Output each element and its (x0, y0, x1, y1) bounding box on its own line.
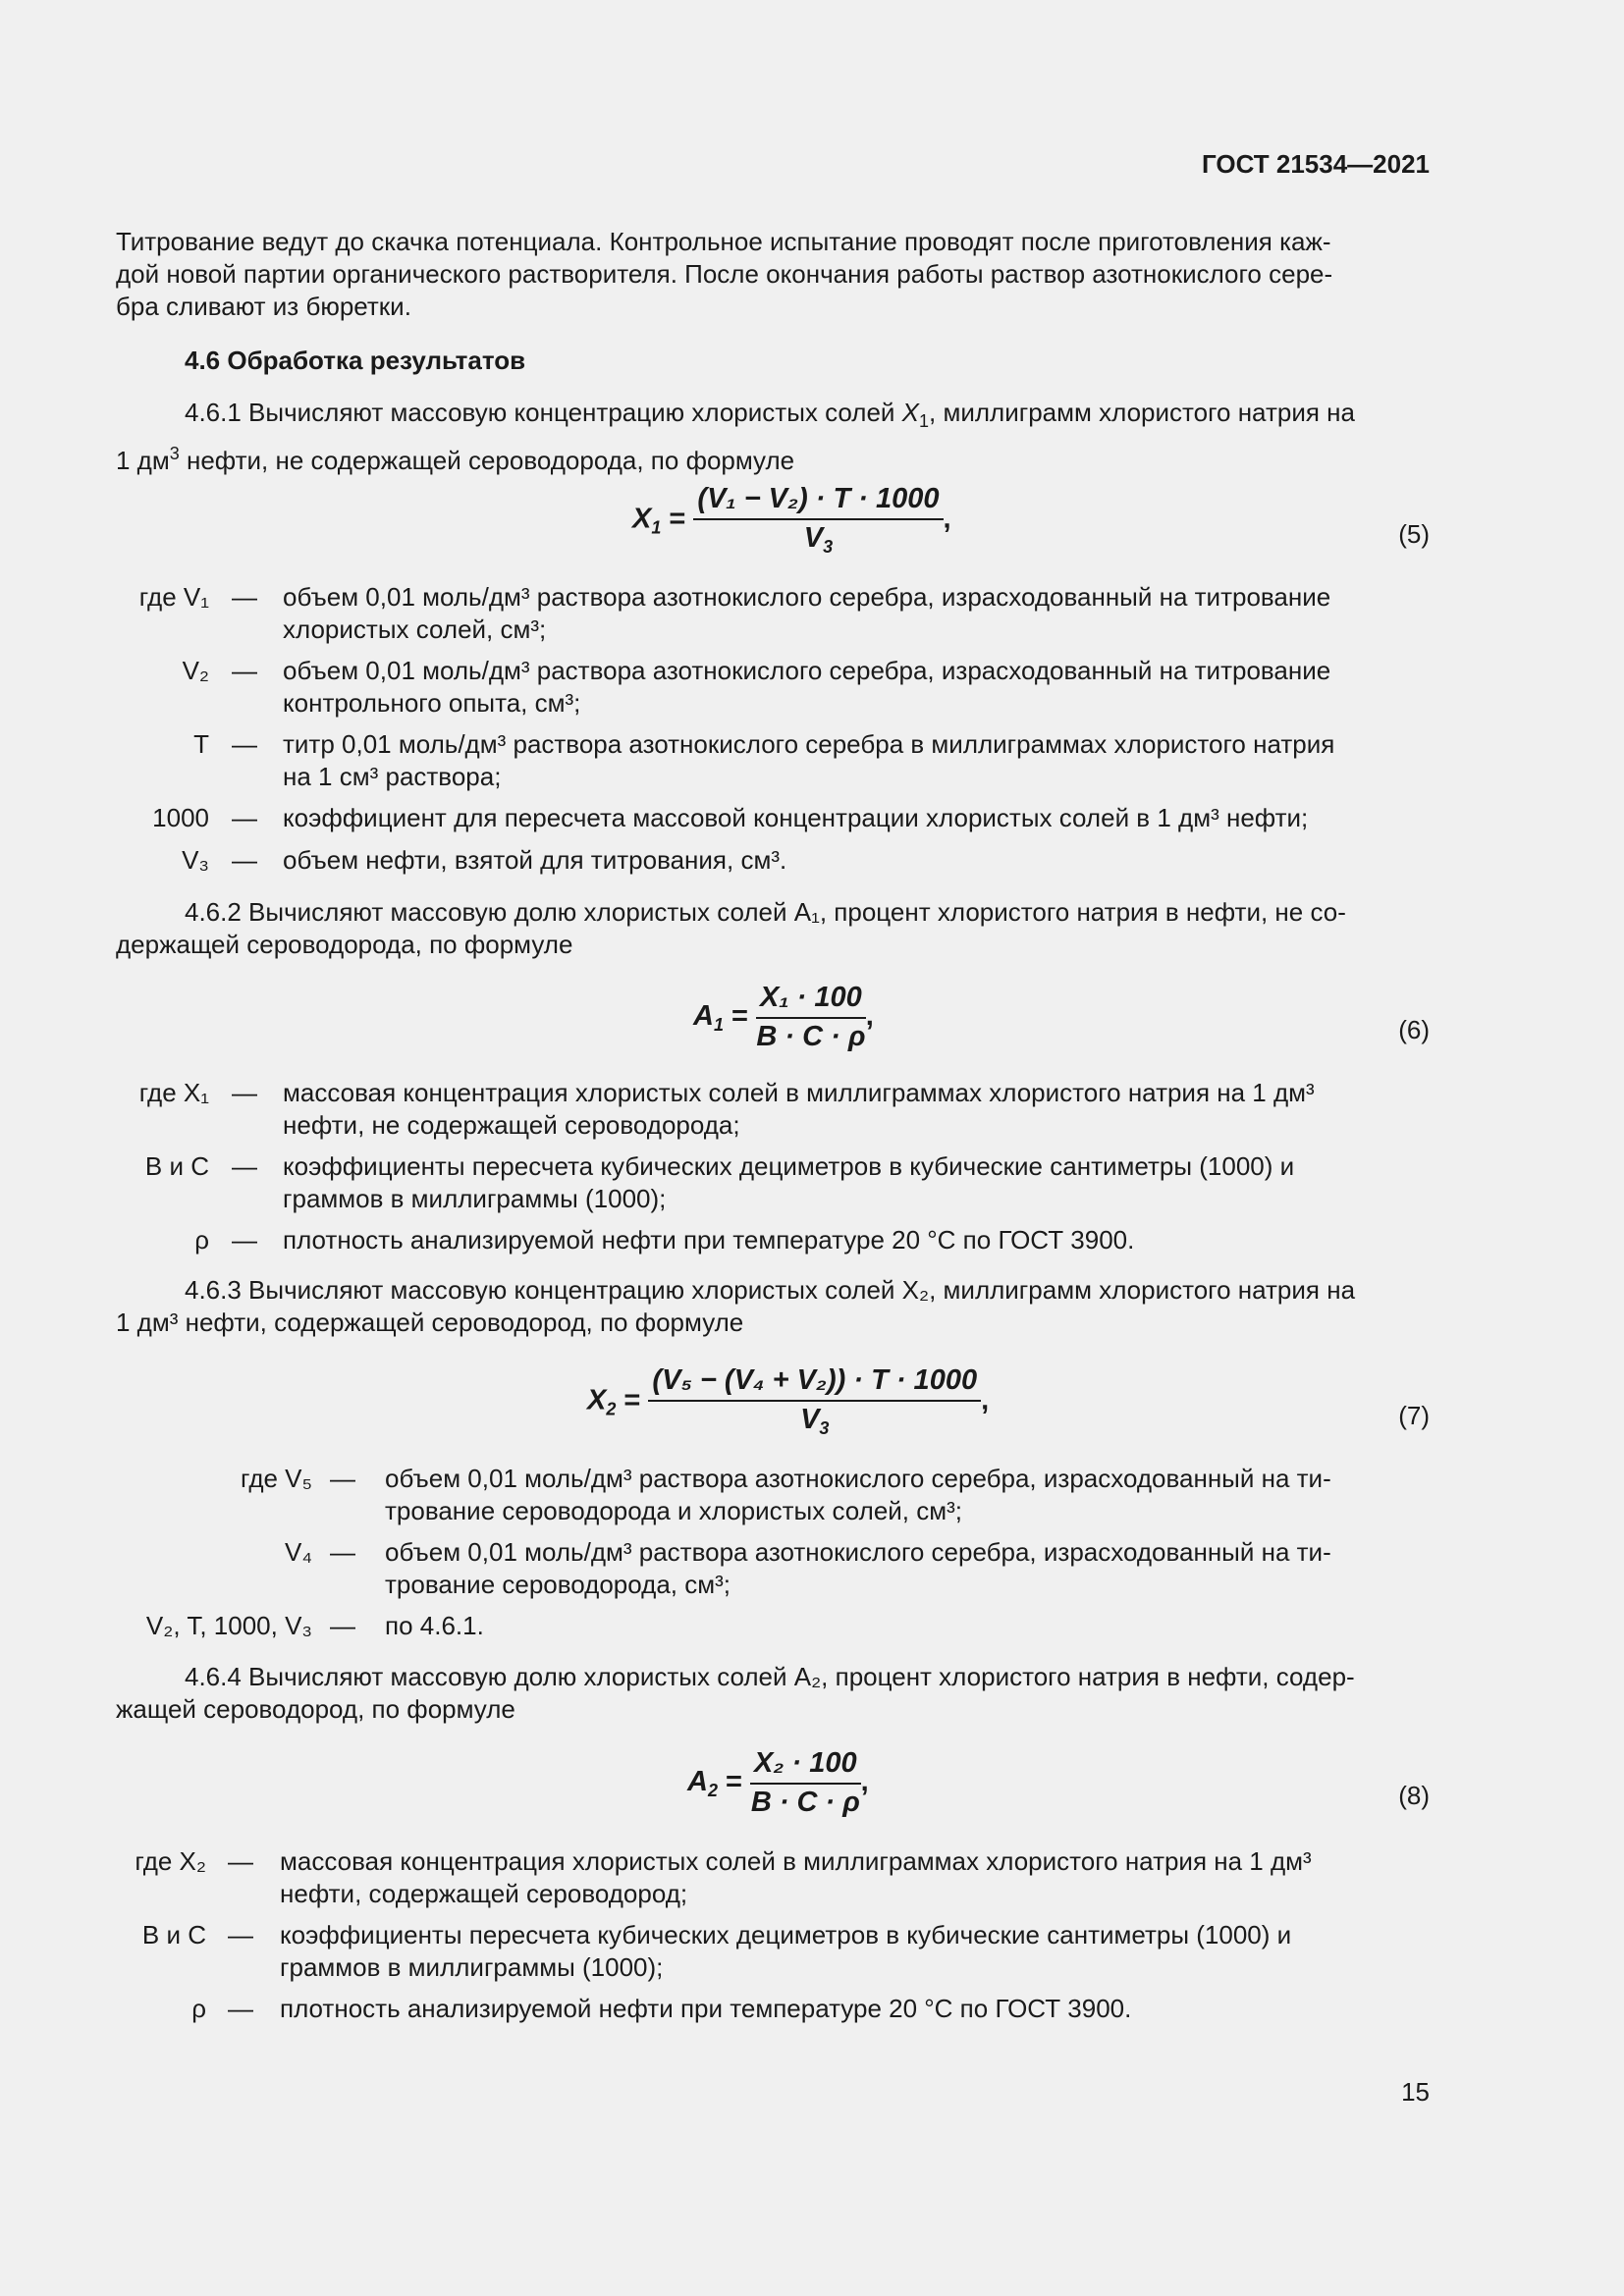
formula-7-denominator: $V_3$ (800, 1404, 830, 1438)
def5-text: объем 0,01 моль/дм³ раствора азотнокислого серебра, израсходованный на титрование контрольного опыта, см³; (283, 656, 1331, 718)
paragraph-4-6-4: 4.6.4 Вычисляют массовую долю хлористых солей A₂, процент хлористого натрия в нефти, содер- жащей сероводород, по формуле (116, 1662, 1355, 1724)
formula-8-numerator: X₂ · 100 (750, 1747, 861, 1785)
page-number: 15 (1401, 2077, 1430, 2107)
formula-8: $A_2$ = $\frac{\text{X₂ · 100}}{B \cdot C \cdot \rho}$ , (687, 1747, 869, 1818)
definitions-6: где X₁ — массовая концентрация хлористых солей в миллиграммах хлористого натрия на 1 дм³ нефти, не содержащей сероводорода; B и C — коэффициенты пересчета кубических дециметров в кубические сантиметры (1000) и граммов в миллиграммы (1000); ρ — плотность анализируемой нефти при температуре 20 °C по ГОСТ 3900. (0, 1077, 1624, 1263)
def5-text: титр 0,01 моль/дм³ раствора азотнокислого серебра в миллиграммах хлористого натрия на 1 см³ раствора; (283, 729, 1335, 791)
def7-symbol: где V₅ (241, 1464, 312, 1493)
intro-paragraph (116, 226, 1430, 323)
equation-number-5: (5) (1398, 519, 1430, 549)
def8-text: коэффициенты пересчета кубических дециметров в кубические сантиметры (1000) и граммов в миллиграммы (1000); (280, 1920, 1292, 1982)
intro-line-3: бра сливают из бюретки. (116, 292, 411, 321)
formula-6-numerator: X₁ · 100 (756, 982, 866, 1019)
paragraph-4-6-2: 4.6.2 Вычисляют массовую долю хлористых солей A₁, процент хлористого натрия в нефти, не со- держащей сероводорода, по формуле (116, 897, 1346, 959)
definitions-8: где X₂ — массовая концентрация хлористых солей в миллиграммах хлористого натрия на 1 дм³ нефти, содержащей сероводород; B и C — коэффициенты пересчета кубических дециметров в кубические сантиметры (1000) и граммов в миллиграммы (1000); ρ — плотность анализируемой нефти при температуре 20 °C по ГОСТ 3900. (0, 1845, 1624, 2032)
document-header: ГОСТ 21534—2021 (1202, 149, 1430, 179)
def6-text: массовая концентрация хлористых солей в миллиграммах хлористого натрия на 1 дм³ нефти, не содержащей сероводорода; (283, 1078, 1315, 1140)
def7-text: объем 0,01 моль/дм³ раствора азотнокислого серебра, израсходованный на ти- трование сероводорода и хлористых солей, см³; (385, 1464, 1331, 1525)
def5-text: объем нефти, взятой для титрования, см³. (283, 845, 787, 875)
formula-5-denominator: $V_3$ (803, 522, 834, 557)
def6-symbol: B и C (144, 1151, 209, 1181)
def5-symbol: V₃ (182, 845, 209, 875)
formula-5-numerator: (V₁ − V₂) · T · 1000 (693, 483, 943, 520)
formula-8-denominator: B · C · ρ (750, 1787, 860, 1818)
formula-7: $X_2$ = $\frac{\text{(V₅ − (V₄ + V₂)) · T · 1000}}{V_3}$ , (587, 1364, 990, 1438)
section-heading: 4.6 Обработка результатов (185, 346, 526, 375)
equation-number-8: (8) (1398, 1781, 1430, 1810)
equation-number-6: (6) (1398, 1015, 1430, 1044)
intro-line-2: дой новой партии органического растворителя. После окончания работы раствор азотнокислого сере- (116, 259, 1333, 289)
formula-5: $X_1$ = $\frac{\text{(V₁ − V₂) · T · 1000}}{V_3}$ , (632, 483, 951, 557)
p461-line-1: 4.6.1 Вычисляют массовую концентрацию хлористых солей $X_1$, миллиграмм хлористого натрия на (185, 398, 1355, 431)
def5-symbol: где V₁ (138, 582, 209, 612)
def8-symbol: где X₂ (135, 1846, 206, 1876)
def7-symbol: V₄ (285, 1537, 312, 1567)
def6-text: коэффициенты пересчета кубических дециметров в кубические сантиметры (1000) и граммов в миллиграммы (1000); (283, 1151, 1295, 1213)
equation-number-7: (7) (1398, 1401, 1430, 1430)
def5-text: коэффициент для пересчета массовой концентрации хлористых солей в 1 дм³ нефти; (283, 803, 1309, 832)
def8-text: массовая концентрация хлористых солей в миллиграммах хлористого натрия на 1 дм³ нефти, содержащей сероводород; (280, 1846, 1312, 1908)
paragraph-4-6-1 (116, 397, 1430, 477)
def5-text: объем 0,01 моль/дм³ раствора азотнокислого серебра, израсходованный на титрование хлористых солей, см³; (283, 582, 1331, 644)
def8-symbol: B и C (141, 1920, 206, 1949)
def6-symbol: где X₁ (138, 1078, 209, 1107)
intro-line-1: Титрование ведут до скачка потенциала. Контрольное испытание проводят после приготовления каж- (116, 227, 1331, 256)
formula-7-numerator: (V₅ − (V₄ + V₂)) · T · 1000 (648, 1364, 981, 1402)
formula-6: $A_1$ = $\frac{\text{X₁ · 100}}{B \cdot C \cdot \rho}$ , (693, 982, 874, 1052)
def5-symbol: 1000 (152, 803, 209, 832)
def7-symbol: V₂, T, 1000, V₃ (145, 1611, 312, 1640)
def8-symbol: ρ (191, 1994, 206, 2023)
p461-line-2: 1 $дм^3$ нефти, не содержащей сероводорода, по формуле (116, 444, 795, 475)
def5-symbol: T (193, 729, 209, 759)
def7-text: по 4.6.1. (385, 1611, 484, 1640)
def5-symbol: V₂ (182, 656, 209, 685)
def8-text: плотность анализируемой нефти при температуре 20 °C по ГОСТ 3900. (280, 1994, 1132, 2023)
def6-text: плотность анализируемой нефти при температуре 20 °C по ГОСТ 3900. (283, 1225, 1135, 1255)
paragraph-4-6-3: 4.6.3 Вычисляют массовую концентрацию хлористых солей X₂, миллиграмм хлористого натрия на 1 дм³ нефти, содержащей сероводород, по формуле (116, 1275, 1356, 1337)
definitions-7: где V₅ — объем 0,01 моль/дм³ раствора азотнокислого серебра, израсходованный на ти- трование сероводорода и хлористых солей, см³; V₄ — объем 0,01 моль/дм³ раствора азотнокислого серебра, израсходованный на ти- трование сероводорода, см³; V₂, T, 1000, V₃ — по 4.6.1. (0, 1463, 1624, 1649)
definitions-5: где V₁ — объем 0,01 моль/дм³ раствора азотнокислого серебра, израсходованный на титрование хлористых солей, см³; V₂ — объем 0,01 моль/дм³ раствора азотнокислого серебра, израсходованный на титрование контрольного опыта, см³; T — титр 0,01 моль/дм³ раствора азотнокислого серебра в миллиграммах хлористого натрия на 1 см³ раствора; 1000 — коэффициент для пересчета массовой концентрации хлористых солей в 1 дм³ нефти; V₃ — объем нефти, взятой для титрования, см³. (0, 581, 1624, 885)
def7-text: объем 0,01 моль/дм³ раствора азотнокислого серебра, израсходованный на ти- трование сероводорода, см³; (385, 1537, 1331, 1599)
def6-symbol: ρ (194, 1225, 209, 1255)
formula-6-denominator: B · C · ρ (756, 1021, 866, 1052)
